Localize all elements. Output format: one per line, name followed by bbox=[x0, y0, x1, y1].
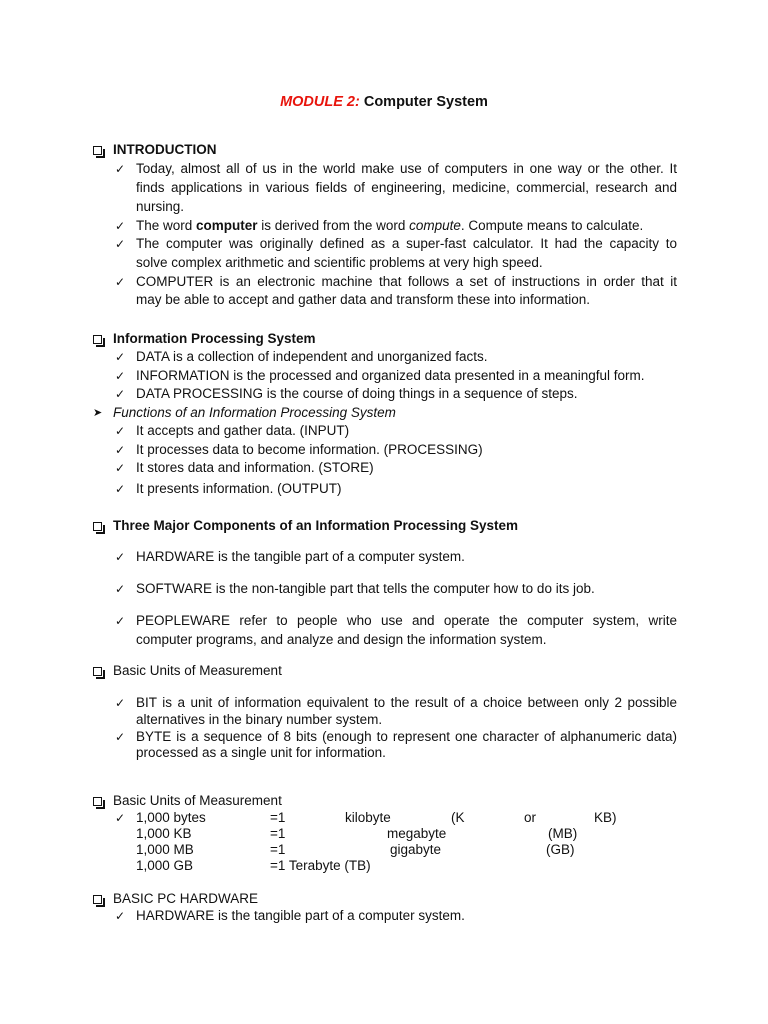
checkbox-bullet-icon bbox=[93, 797, 102, 806]
units-row-1-abbr-open: (K bbox=[451, 810, 465, 825]
function-processing: It processes data to become information. (PROCESSING) bbox=[136, 442, 483, 457]
text-segment: is derived from the word bbox=[257, 218, 410, 233]
units-row-2-abbr: (MB) bbox=[548, 826, 578, 841]
section-heading-pc-hardware: BASIC PC HARDWARE bbox=[113, 891, 259, 906]
functions-subheading: Functions of an Information Processing System bbox=[113, 405, 396, 420]
units-row-3-unit: gigabyte bbox=[390, 842, 442, 857]
intro-bullet-3-line-1: The computer was originally defined as a super-fast calculator. It had the capacity to bbox=[136, 236, 677, 251]
checkmark-icon: ✓ bbox=[115, 811, 126, 825]
checkmark-icon: ✓ bbox=[115, 237, 126, 251]
checkmark-icon: ✓ bbox=[115, 219, 126, 233]
units-row-4-equals: =1 Terabyte (TB) bbox=[270, 858, 371, 873]
checkmark-icon: ✓ bbox=[115, 909, 126, 923]
units-row-2-equals: =1 bbox=[270, 826, 286, 841]
arrow-bullet-icon: ➤ bbox=[93, 406, 103, 419]
pc-hardware-item: HARDWARE is the tangible part of a computer system. bbox=[136, 908, 465, 923]
intro-bullet-2 bbox=[136, 217, 643, 235]
italic-term: compute bbox=[409, 218, 461, 233]
units-row-1-or: or bbox=[524, 810, 537, 825]
units-row-3-equals: =1 bbox=[270, 842, 286, 857]
section-heading-units-1: Basic Units of Measurement bbox=[113, 663, 282, 678]
unit-byte-line-2: processed as a single unit for information. bbox=[136, 745, 386, 760]
units-row-3-amount: 1,000 MB bbox=[136, 842, 194, 857]
checkbox-bullet-icon bbox=[93, 146, 102, 155]
section-heading-units-2: Basic Units of Measurement bbox=[113, 793, 282, 808]
checkmark-icon: ✓ bbox=[115, 550, 126, 564]
checkbox-bullet-icon bbox=[93, 667, 102, 676]
units-row-3-abbr: (GB) bbox=[546, 842, 575, 857]
section-heading-introduction: INTRODUCTION bbox=[113, 142, 217, 157]
checkmark-icon: ✓ bbox=[115, 582, 126, 596]
component-peopleware-line-2: computer programs, and analyze and design the information system. bbox=[136, 632, 547, 647]
component-peopleware-line-1: PEOPLEWARE refer to people who use and operate the computer system, write bbox=[136, 613, 677, 628]
ips-item-data-processing: DATA PROCESSING is the course of doing things in a sequence of steps. bbox=[136, 386, 578, 401]
ips-item-information: INFORMATION is the processed and organized data presented in a meaningful form. bbox=[136, 368, 645, 383]
module-subject: Computer System bbox=[363, 94, 488, 110]
unit-bit-line-2: alternatives in the binary number system. bbox=[136, 712, 383, 727]
unit-byte-line-1: BYTE is a sequence of 8 bits (enough to represent one character of alphanumeric data) bbox=[136, 729, 677, 744]
section-heading-ips: Information Processing System bbox=[113, 331, 316, 346]
checkmark-icon: ✓ bbox=[115, 350, 126, 364]
checkbox-bullet-icon bbox=[93, 895, 102, 904]
checkmark-icon: ✓ bbox=[115, 482, 126, 496]
intro-bullet-4-line-1: COMPUTER is an electronic machine that follows a set of instructions in order that it bbox=[136, 274, 677, 289]
unit-bit-line-1: BIT is a unit of information equivalent to the result of a choice between only 2 possible bbox=[136, 695, 677, 710]
units-row-1-equals: =1 bbox=[270, 810, 286, 825]
function-output: It presents information. (OUTPUT) bbox=[136, 481, 342, 496]
units-row-1-amount: 1,000 bytes bbox=[136, 810, 206, 825]
checkmark-icon: ✓ bbox=[115, 162, 126, 176]
bold-term: computer bbox=[196, 218, 258, 233]
checkbox-bullet-icon bbox=[93, 335, 102, 344]
checkmark-icon: ✓ bbox=[115, 730, 126, 744]
intro-bullet-3-line-2: solve complex arithmetic and scientific problems at very high speed. bbox=[136, 255, 543, 270]
section-heading-components: Three Major Components of an Information Processing System bbox=[113, 518, 519, 533]
checkmark-icon: ✓ bbox=[115, 275, 126, 289]
units-row-2-unit: megabyte bbox=[387, 826, 447, 841]
function-input: It accepts and gather data. (INPUT) bbox=[136, 423, 350, 438]
checkmark-icon: ✓ bbox=[115, 696, 126, 710]
units-row-2-amount: 1,000 KB bbox=[136, 826, 192, 841]
component-hardware: HARDWARE is the tangible part of a computer system. bbox=[136, 549, 465, 564]
component-software: SOFTWARE is the non-tangible part that tells the computer how to do its job. bbox=[136, 581, 595, 596]
checkmark-icon: ✓ bbox=[115, 443, 126, 457]
checkmark-icon: ✓ bbox=[115, 614, 126, 628]
units-row-1-abbr-close: KB) bbox=[594, 810, 617, 825]
intro-bullet-1-line-1: Today, almost all of us in the world make use of computers in one way or the other. It bbox=[136, 161, 677, 176]
units-row-4-amount: 1,000 GB bbox=[136, 858, 194, 873]
intro-bullet-4-line-2: may be able to accept and gather data and transform these into information. bbox=[136, 292, 591, 307]
checkmark-icon: ✓ bbox=[115, 424, 126, 438]
ips-item-data: DATA is a collection of independent and unorganized facts. bbox=[136, 349, 488, 364]
units-row-1-unit: kilobyte bbox=[345, 810, 391, 825]
checkmark-icon: ✓ bbox=[115, 369, 126, 383]
checkmark-icon: ✓ bbox=[115, 461, 126, 475]
function-store: It stores data and information. (STORE) bbox=[136, 460, 374, 475]
text-segment: . Compute means to calculate. bbox=[460, 218, 644, 233]
checkmark-icon: ✓ bbox=[115, 387, 126, 401]
intro-bullet-1-line-2: finds applications in various fields of engineering, medicine, commercial, research and bbox=[136, 180, 677, 195]
intro-bullet-1-line-3: nursing. bbox=[136, 199, 185, 214]
checkbox-bullet-icon bbox=[93, 522, 102, 531]
module-label: MODULE 2: bbox=[280, 94, 360, 110]
page-title bbox=[0, 94, 768, 110]
text-segment: The word bbox=[136, 218, 197, 233]
